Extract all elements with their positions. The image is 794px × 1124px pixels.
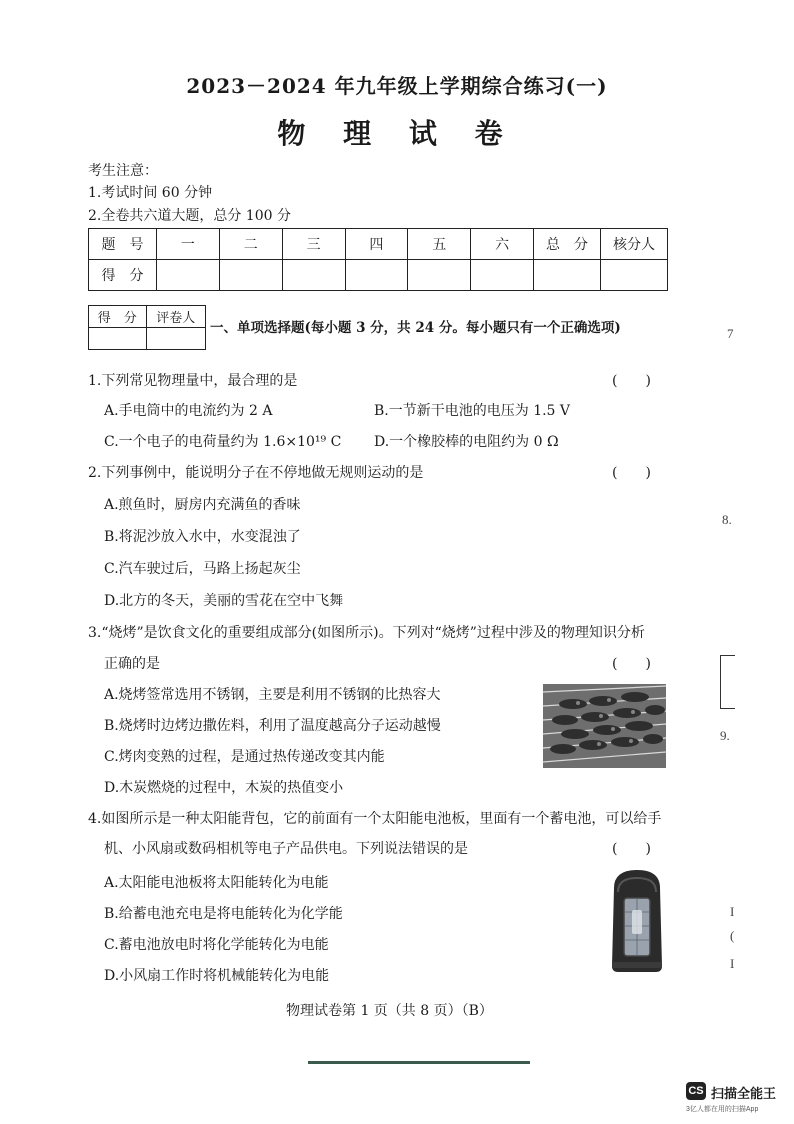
score-table bbox=[88, 228, 668, 291]
score-header-cell: 一 bbox=[156, 229, 219, 260]
score-header-cell: 题 号 bbox=[89, 229, 157, 260]
question-1-stem: 1.下列常见物理量中，最合理的是 bbox=[88, 373, 298, 389]
notice-line-2: 2.全卷共六道大题，总分 100 分 bbox=[88, 208, 291, 224]
score-cell[interactable] bbox=[156, 260, 219, 291]
question-3-option-c: C.烤肉变熟的过程，是通过热传递改变其内能 bbox=[104, 749, 385, 765]
question-3-option-b: B.烧烤时边烤边撒佐料，利用了温度越高分子运动越慢 bbox=[104, 718, 441, 734]
score-header-cell: 四 bbox=[345, 229, 408, 260]
notice-heading: 考生注意： bbox=[88, 163, 158, 179]
score-header-cell: 三 bbox=[282, 229, 345, 260]
score-table-header-row bbox=[89, 229, 668, 260]
section-1-title: 一、单项选择题(每小题 3 分，共 24 分。每小题只有一个正确选项) bbox=[210, 320, 621, 336]
footer-divider bbox=[308, 1061, 530, 1064]
exam-subject: 物 理 试 卷 bbox=[277, 117, 517, 150]
grader-name-label: 评卷人 bbox=[146, 306, 205, 328]
score-header-cell: 核分人 bbox=[601, 229, 668, 260]
question-2-option-b: B.将泥沙放入水中，水变混浊了 bbox=[104, 529, 301, 545]
score-row-label: 得 分 bbox=[89, 260, 157, 291]
question-3-option-d: D.木炭燃烧的过程中，木炭的热值变小 bbox=[104, 780, 344, 796]
question-3-stem: 3.“烧烤”是饮食文化的重要组成部分(如图所示)。下列对“烧烤”过程中涉及的物理知识分析 bbox=[88, 625, 645, 641]
score-cell[interactable] bbox=[408, 260, 471, 291]
bbq-skewers-photo bbox=[543, 684, 666, 768]
question-4-option-c: C.蓄电池放电时将化学能转化为电能 bbox=[104, 937, 329, 953]
exam-title: 2023－2024 年九年级上学期综合练习(一) bbox=[186, 74, 608, 98]
score-cell[interactable] bbox=[471, 260, 534, 291]
edge-mark: 8. bbox=[722, 512, 732, 527]
question-4-answer-paren[interactable]: ( ) bbox=[612, 841, 651, 857]
question-4-stem: 4.如图所示是一种太阳能背包，它的前面有一个太阳能电池板，里面有一个蓄电池，可以给手 bbox=[88, 811, 662, 827]
score-header-cell: 五 bbox=[408, 229, 471, 260]
camscanner-logo-icon: CS bbox=[686, 1082, 706, 1100]
grader-score-cell[interactable] bbox=[89, 328, 147, 350]
edge-mark: I bbox=[730, 904, 735, 919]
notice-line-1: 1.考试时间 60 分钟 bbox=[88, 185, 213, 201]
grader-box bbox=[88, 305, 206, 350]
grader-score-label: 得 分 bbox=[89, 306, 147, 328]
question-2-stem: 2.下列事例中，能说明分子在不停地做无规则运动的是 bbox=[88, 465, 424, 481]
question-2-answer-paren[interactable]: ( ) bbox=[612, 465, 651, 481]
score-cell[interactable] bbox=[219, 260, 282, 291]
question-1-option-b: B.一节新干电池的电压为 1.5 V bbox=[374, 403, 571, 419]
question-2-option-a: A.煎鱼时，厨房内充满鱼的香味 bbox=[104, 497, 301, 513]
score-header-cell: 总 分 bbox=[534, 229, 601, 260]
question-1-answer-paren[interactable]: ( ) bbox=[612, 373, 651, 389]
camscanner-tagline: 3亿人都在用的扫描App bbox=[686, 1106, 759, 1113]
question-4-option-d: D.小风扇工作时将机械能转化为电能 bbox=[104, 968, 330, 984]
score-cell[interactable] bbox=[282, 260, 345, 291]
question-3-stem-continued: 正确的是 bbox=[104, 656, 160, 672]
grader-name-cell[interactable] bbox=[146, 328, 205, 350]
score-cell[interactable] bbox=[534, 260, 601, 291]
question-2-option-d: D.北方的冬天，美丽的雪花在空中飞舞 bbox=[104, 593, 344, 609]
question-3-answer-paren[interactable]: ( ) bbox=[612, 656, 651, 672]
question-4-stem-continued: 机、小风扇或数码相机等电子产品供电。下列说法错误的是 bbox=[104, 841, 468, 857]
camscanner-name: 扫描全能王 bbox=[711, 1086, 777, 1101]
question-1-option-c: C.一个电子的电荷量约为 1.6×10¹⁹ C bbox=[104, 434, 342, 450]
question-1-option-a: A.手电筒中的电流约为 2 A bbox=[104, 403, 273, 419]
score-cell[interactable] bbox=[345, 260, 408, 291]
question-2-option-c: C.汽车驶过后，马路上扬起灰尘 bbox=[104, 561, 301, 577]
edge-mark: 9. bbox=[720, 728, 730, 743]
score-header-cell: 二 bbox=[219, 229, 282, 260]
edge-mark: I bbox=[730, 956, 735, 971]
question-1-option-d: D.一个橡胶棒的电阻约为 0 Ω bbox=[374, 434, 559, 450]
question-3-option-a: A.烧烤签常选用不锈钢，主要是利用不锈钢的比热容大 bbox=[104, 687, 441, 703]
page-footer: 物理试卷第 1 页（共 8 页）（B） bbox=[286, 1003, 493, 1019]
solar-backpack-photo bbox=[604, 866, 670, 976]
question-4-option-a: A.太阳能电池板将太阳能转化为电能 bbox=[104, 875, 329, 891]
score-cell[interactable] bbox=[601, 260, 668, 291]
edge-box-fragment bbox=[720, 655, 735, 709]
edge-mark: ( bbox=[730, 928, 735, 943]
edge-mark: 7 bbox=[727, 326, 734, 341]
score-header-cell: 六 bbox=[471, 229, 534, 260]
score-table-score-row bbox=[89, 260, 668, 291]
question-4-option-b: B.给蓄电池充电是将电能转化为化学能 bbox=[104, 906, 343, 922]
